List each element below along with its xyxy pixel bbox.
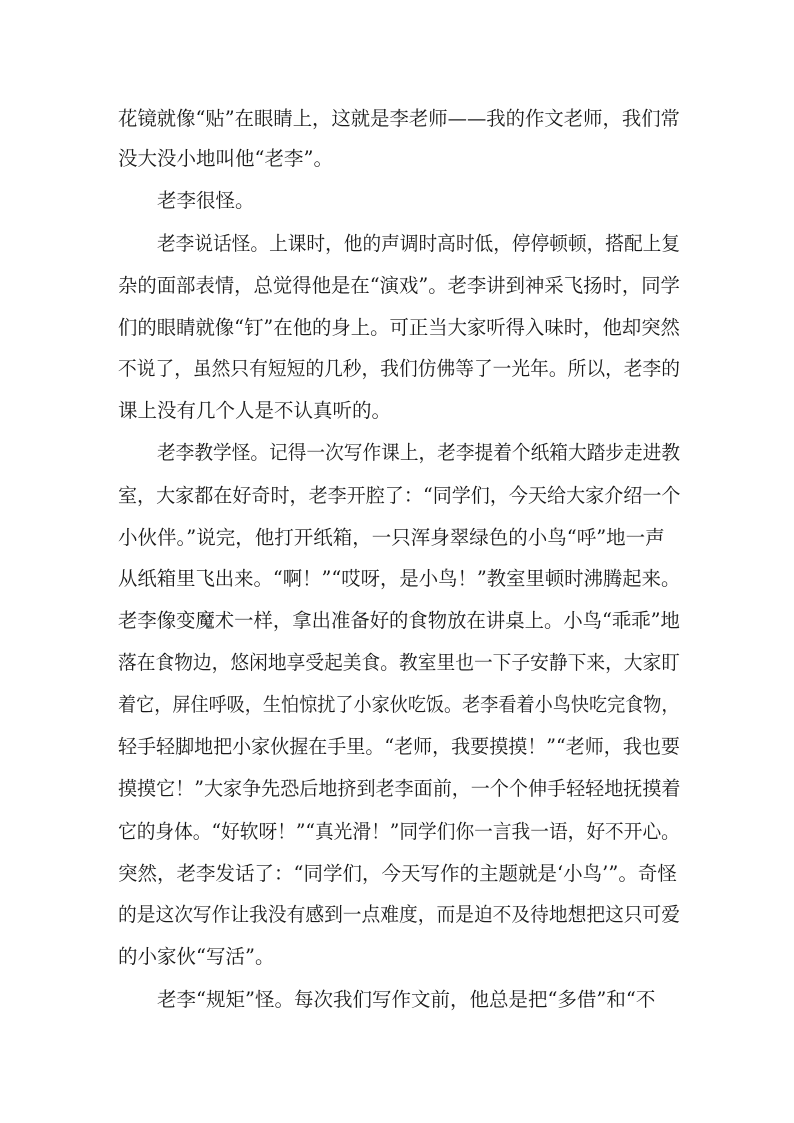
text-line-6: 们的眼睛就像“钉”在他的身上。可正当大家听得入味时，他却突然 — [118, 316, 680, 339]
text-line-7: 不说了，虽然只有短短的几秒，我们仿佛等了一光年。所以，老李的 — [118, 357, 681, 380]
text-line-19: 突然，老李发话了：“同学们，今天写作的主题就是‘小鸟’”。奇怪 — [118, 862, 677, 885]
text-line-16: 轻手轻脚地把小家伙握在手里。“老师，我要摸摸！”“老师，我也要 — [118, 735, 680, 758]
text-line-8: 课上没有几个人是不认真听的。 — [118, 399, 392, 422]
text-line-17: 摸摸它！”大家争先恐后地挤到老李面前，一个个伸手轻轻地抚摸着 — [118, 777, 681, 800]
text-line-1: 花镜就像“贴”在眼睛上，这就是李老师——我的作文老师，我们常 — [118, 107, 680, 130]
text-line-13: 老李像变魔术一样，拿出准备好的食物放在讲桌上。小鸟“乖乖”地 — [118, 609, 680, 632]
text-line-14: 落在食物边，悠闲地享受起美食。教室里也一下子安静下来，大家盯 — [118, 651, 681, 674]
text-line-21: 的小家伙“写活”。 — [118, 945, 275, 968]
text-line-10: 室，大家都在好奇时，老李开腔了：“同学们，今天给大家介绍一个 — [118, 484, 681, 507]
text-line-5: 杂的面部表情，总觉得他是在“演戏”。老李讲到神采飞扬时，同学 — [118, 274, 680, 297]
text-line-11: 小伙伴。”说完，他打开纸箱，一只浑身翠绿色的小鸟“呼”地一声 — [118, 526, 665, 549]
text-line-2: 没大没小地叫他“老李”。 — [118, 147, 333, 170]
text-line-12: 从纸箱里飞出来。“啊！”“哎呀，是小鸟！”教室里顿时沸腾起来。 — [118, 567, 681, 590]
text-line-20: 的是这次写作让我没有感到一点难度，而是迫不及待地想把这只可爱 — [118, 903, 681, 926]
text-line-9: 老李教学怪。记得一次写作课上，老李提着个纸箱大踏步走进教 — [157, 441, 681, 464]
text-line-22: 老李“规矩”怪。每次我们写作文前，他总是把“多借”和“不 — [157, 988, 656, 1011]
paragraph-heading: 老李很怪。 — [157, 189, 255, 212]
text-line-15: 着它，屏住呼吸，生怕惊扰了小家伙吃饭。老李看着小鸟快吃完食物， — [118, 693, 680, 716]
text-line-4: 老李说话怪。上课时，他的声调时高时低，停停顿顿，搭配上复 — [157, 232, 681, 255]
text-line-18: 它的身体。“好软呀！”“真光滑！”同学们你一言我一语，好不开心。 — [118, 820, 680, 843]
